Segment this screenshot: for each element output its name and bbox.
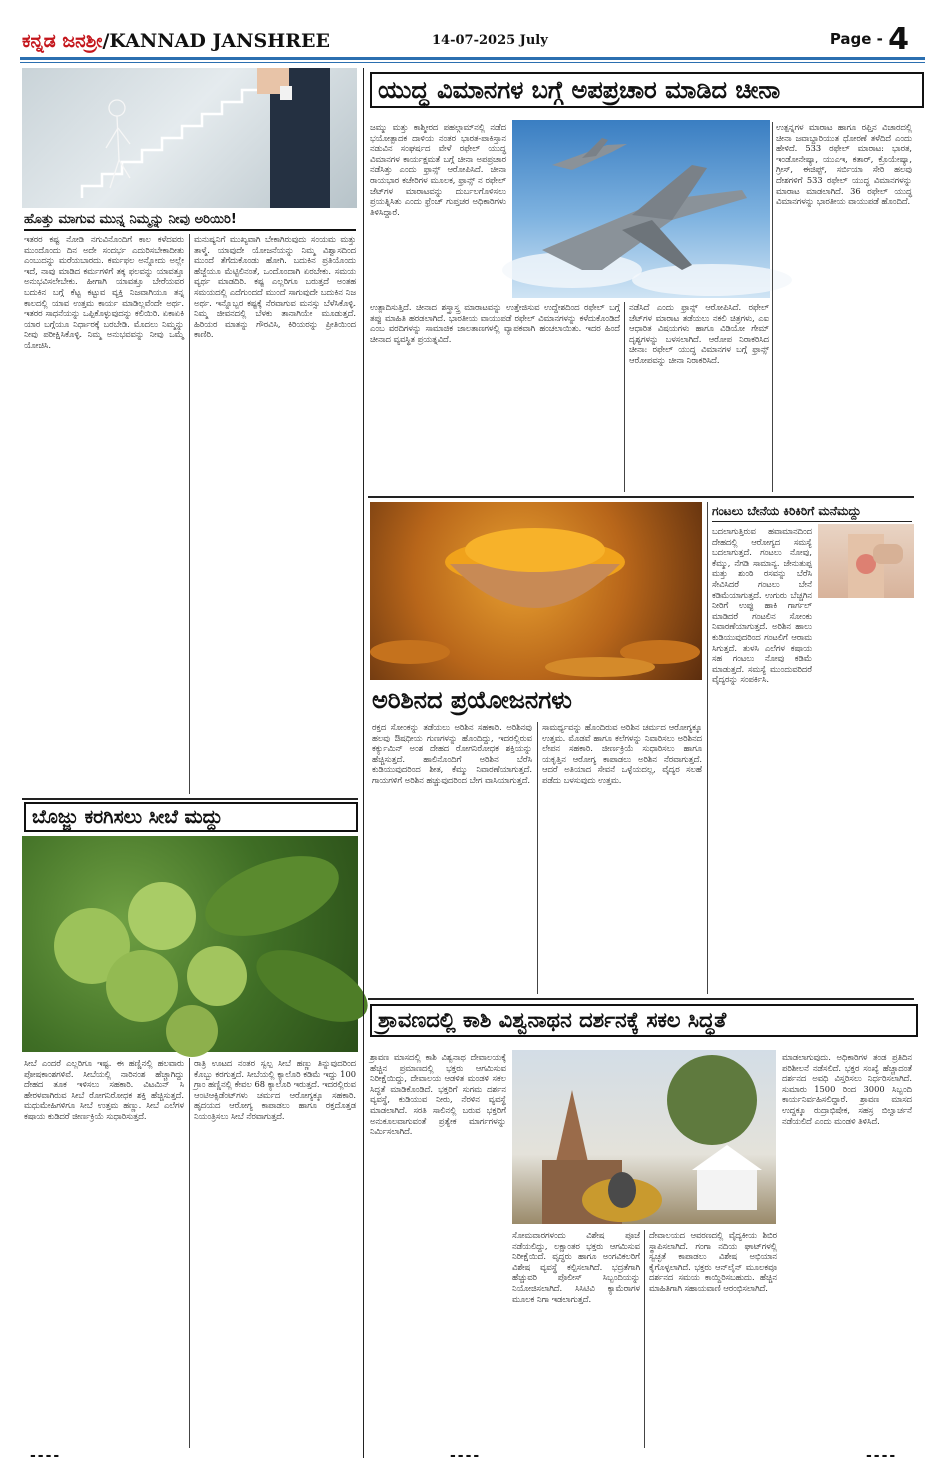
kashi-body-col1: ಶ್ರಾವಣ ಮಾಸದಲ್ಲಿ ಕಾಶಿ ವಿಶ್ವನಾಥ ದೇವಾಲಯಕ್ಕೆ ಹೆಚ್ಚಿನ ಪ್ರಮಾಣದಲ್ಲಿ ಭಕ್ತರು ಆಗಮಿಸುವ ನಿರೀಕ್ಷೆಯಿದ್ದು, ದೇವಾಲಯ ಆಡಳಿತ ಮಂಡಳಿ ಸಕಲ ಸಿದ್ಧತೆ ಮಾಡಿಕೊಂಡಿದೆ. ಭಕ್ತರಿಗೆ ಸುಗಮ ದರ್ಶನ ವ್ಯವಸ್ಥೆ, ಕುಡಿಯುವ ನೀರು, ನೆರಳಿನ ವ್ಯವಸ್ಥೆ ಮಾಡಲಾಗಿದೆ. ಸರತಿ ಸಾಲಿನಲ್ಲಿ ಬರುವ ಭಕ್ತರಿಗೆ ಅನುಕೂಲವಾಗುವಂತೆ ಪ್ರತ್ಯೇಕ ಮಾರ್ಗಗಳನ್ನು ನಿರ್ಮಿಸಲಾಗಿದೆ. <box>370 1052 506 1137</box>
fighter-jet-photo <box>512 120 770 298</box>
page-label: Page - <box>829 30 883 48</box>
turmeric-photo <box>370 502 702 680</box>
masthead-rule-thin <box>20 62 925 63</box>
brand-latin: /KANNAD JANSHREE <box>102 30 330 52</box>
kashi-body-col3: ದೇವಾಲಯದ ಆವರಣದಲ್ಲಿ ವೈದ್ಯಕೀಯ ಶಿಬಿರ ಸ್ಥಾಪಿಸಲಾಗಿದೆ. ಗಂಗಾ ನದಿಯ ಘಾಟ್‌ಗಳಲ್ಲಿ ಸ್ವಚ್ಛತೆ ಕಾಪಾಡಲು ವಿಶೇಷ ಅಭಿಯಾನ ಕೈಗೊಳ್ಳಲಾಗಿದೆ. ಭಕ್ತರು ಆನ್‌ಲೈನ್ ಮೂಲಕವೂ ದರ್ಶನದ ಸಮಯ ಕಾಯ್ದಿರಿಸಬಹುದು. ಹೆಚ್ಚಿನ ಮಾಹಿತಿಗಾಗಿ ಸಹಾಯವಾಣಿ ಆರಂಭಿಸಲಾಗಿದೆ. <box>649 1230 777 1293</box>
footer-dashes-mid: ---- <box>450 1448 482 1464</box>
issue-date: 14-07-2025 July <box>432 33 548 48</box>
stairs-col-rule <box>189 234 190 794</box>
fighter-body-col3: ನಡೆಸಿದೆ ಎಂದು ಫ್ರಾನ್ಸ್ ಆರೋಪಿಸಿದೆ. ರಫೇಲ್ ಜೆಟ್‌ಗಳ ಮಾರಾಟ ತಡೆಯಲು ನಕಲಿ ಚಿತ್ರಗಳು, ಎಐ ಆಧಾರಿತ ವಿಷಯಗಳು ಹಾಗೂ ವಿಡಿಯೋ ಗೇಮ್ ದೃಶ್ಯಗಳನ್ನು ಬಳಸಲಾಗಿದೆ. ಆರೋಪ ನಿರಾಕರಿಸಿದ ಚೀನಾ: ರಫೇಲ್ ಯುದ್ಧ ವಿಮಾನಗಳ ಬಗ್ಗೆ ಫ್ರಾನ್ಸ್ ಆರೋಪವನ್ನು ಚೀನಾ ನಿರಾಕರಿಸಿದೆ. <box>629 302 769 365</box>
kashi-body-col4: ಮಾಡಲಾಗುವುದು. ಅಧಿಕಾರಿಗಳ ತಂಡ ಪ್ರತಿದಿನ ಪರಿಶೀಲನೆ ನಡೆಸಲಿದೆ. ಭಕ್ತರ ಸಂಖ್ಯೆ ಹೆಚ್ಚಾದಂತೆ ದರ್ಶನದ ಅವಧಿ ವಿಸ್ತರಿಸಲು ನಿರ್ಧರಿಸಲಾಗಿದೆ. ಸುಮಾರು 1500 ರಿಂದ 3000 ಸಿಬ್ಬಂದಿ ಕಾರ್ಯನಿರ್ವಹಿಸಲಿದ್ದಾರೆ. ಶ್ರಾವಣ ಮಾಸದ ಉದ್ದಕ್ಕೂ ರುದ್ರಾಭಿಷೇಕ, ಸಹಸ್ರ ಬಿಲ್ವಾರ್ಚನೆ ನಡೆಯಲಿದೆ ಎಂದು ಮಂಡಳಿ ತಿಳಿಸಿದೆ. <box>782 1052 912 1126</box>
masthead-brand <box>22 30 330 52</box>
kashi-top-rule <box>368 998 914 1000</box>
fighter-body-col2: ಉತ್ಪಾದಿಸುತ್ತಿದೆ. ಚೀನಾದ ಶಸ್ತ್ರಾಸ್ತ್ರ ಮಾರಾಟವನ್ನು ಉತ್ತೇಜಿಸುವ ಉದ್ದೇಶದಿಂದ ರಫೇಲ್ ಬಗ್ಗೆ ತಪ್ಪು ಮಾಹಿತಿ ಹರಡಲಾಗಿದೆ. ಭಾರತೀಯ ವಾಯುಪಡೆ ರಫೇಲ್ ವಿಮಾನಗಳನ್ನು ಕಳೆದುಕೊಂಡಿದೆ ಎಂಬ ವರದಿಗಳನ್ನು ಸಾಮಾಜಿಕ ಜಾಲತಾಣಗಳಲ್ಲಿ ವ್ಯಾಪಕವಾಗಿ ಹಂಚಲಾಯಿತು. ಇದರ ಹಿಂದೆ ಚೀನಾದ ವ್ಯವಸ್ಥಿತ ಪ್ರಯತ್ನವಿದೆ. <box>370 302 620 344</box>
throat-body-cont <box>712 616 914 994</box>
guava-headline: ಬೊಜ್ಜು ಕರಗಿಸಲು ಸೀಬೆ ಮದ್ದು <box>24 802 358 832</box>
footer-dashes-left: ---- <box>30 1448 62 1464</box>
guava-body-col1: ಸೀಬೆ ಎಂದರೆ ಎಲ್ಲರಿಗೂ ಇಷ್ಟ. ಈ ಹಣ್ಣಿನಲ್ಲಿ ಹಲವಾರು ಪೋಷಕಾಂಶಗಳಿವೆ. ಸೀಬೆಯಲ್ಲಿ ನಾರಿನಂಶ ಹೆಚ್ಚಾಗಿದ್ದು ದೇಹದ ತೂಕ ಇಳಿಸಲು ಸಹಕಾರಿ. ವಿಟಮಿನ್ ಸಿ ಹೇರಳವಾಗಿರುವ ಸೀಬೆ ರೋಗನಿರೋಧಕ ಶಕ್ತಿ ಹೆಚ್ಚಿಸುತ್ತದೆ. ಮಧುಮೇಹಿಗಳಿಗೂ ಸೀಬೆ ಉತ್ತಮ ಹಣ್ಣು. ಸೀಬೆ ಎಲೆಗಳ ಕಷಾಯ ಕುಡಿದರೆ ಜೀರ್ಣಕ್ರಿಯೆ ಸುಧಾರಿಸುತ್ತದೆ. <box>24 1058 184 1121</box>
throat-headline: ಗಂಟಲು ಬೇನೆಯ ಕಿರಿಕಿರಿಗೆ ಮನೆಮದ್ದು <box>712 504 912 522</box>
turmeric-body-col1: ರಕ್ತದ ಸೋಂಕನ್ನು ತಡೆಯಲು ಅರಿಶಿನ ಸಹಕಾರಿ. ಅರಿಶಿನವು ಹಲವು ಔಷಧೀಯ ಗುಣಗಳನ್ನು ಹೊಂದಿದ್ದು, ಇದರಲ್ಲಿರುವ ಕರ್ಕ್ಯುಮಿನ್ ಅಂಶ ದೇಹದ ರೋಗನಿರೋಧಕ ಶಕ್ತಿಯನ್ನು ಹೆಚ್ಚಿಸುತ್ತದೆ. ಹಾಲಿನೊಂದಿಗೆ ಅರಿಶಿನ ಬೆರೆಸಿ ಕುಡಿಯುವುದರಿಂದ ಶೀತ, ಕೆಮ್ಮು ನಿವಾರಣೆಯಾಗುತ್ತದೆ. ಗಾಯಗಳಿಗೆ ಅರಿಶಿನ ಹಚ್ಚುವುದರಿಂದ ಬೇಗ ವಾಸಿಯಾಗುತ್ತದೆ. <box>372 722 532 785</box>
kashi-col-rule-a <box>644 1230 645 1448</box>
stairs-photo <box>22 68 357 208</box>
brand-kannada: ಕನ್ನಡ ಜನಶ್ರೀ <box>22 30 103 52</box>
throat-col-rule <box>707 502 708 994</box>
masthead-rule <box>20 57 925 60</box>
turmeric-headline: ಅರಿಶಿನದ ಪ್ರಯೋಜನಗಳು <box>372 686 572 714</box>
kashi-headline: ಶ್ರಾವಣದಲ್ಲಿ ಕಾಶಿ ವಿಶ್ವನಾಥನ ದರ್ಶನಕ್ಕೆ ಸಕಲ ಸಿದ್ಧತೆ <box>370 1004 918 1037</box>
page-indicator <box>830 22 909 57</box>
turmeric-col-rule <box>537 722 538 994</box>
guava-photo <box>22 836 358 1052</box>
turmeric-body-col2: ಸಾಮರ್ಥ್ಯವನ್ನು ಹೊಂದಿರುವ ಅರಿಶಿನ ಚರ್ಮದ ಆರೋಗ್ಯಕ್ಕೂ ಉತ್ತಮ. ಮೊಡವೆ ಹಾಗೂ ಕಲೆಗಳನ್ನು ನಿವಾರಿಸಲು ಅರಿಶಿನದ ಲೇಪನ ಸಹಕಾರಿ. ಜೀರ್ಣಕ್ರಿಯೆ ಸುಧಾರಿಸಲು ಹಾಗೂ ಯಕೃತ್ತಿನ ಆರೋಗ್ಯ ಕಾಪಾಡಲು ಅರಿಶಿನ ನೆರವಾಗುತ್ತದೆ. ಆದರೆ ಅತಿಯಾದ ಸೇವನೆ ಒಳ್ಳೆಯದಲ್ಲ, ವೈದ್ಯರ ಸಲಹೆ ಪಡೆದು ಬಳಸುವುದು ಉತ್ತಮ. <box>542 722 702 785</box>
stairs-body-col2: ಮನುಷ್ಯನಿಗೆ ಮುಖ್ಯವಾಗಿ ಬೇಕಾಗಿರುವುದು ಸಂಯಮ ಮತ್ತು ತಾಳ್ಮೆ. ಯಾವುದೇ ಯೋಜನೆಯನ್ನು ನಿಮ್ಮ ವಿಶ್ವಾಸದಿಂದ ಮುಂದೆ ತೆಗೆದುಕೊಂಡು ಹೋಗಿ. ಬದುಕಿನ ಪ್ರತಿಯೊಂದು ಹೆಜ್ಜೆಯೂ ಮೆಟ್ಟಿಲಿನಂತೆ, ಒಂದೊಂದಾಗಿ ಏರಬೇಕು. ಸಮಯ ವ್ಯರ್ಥ ಮಾಡದಿರಿ. ಕಷ್ಟ ಎಲ್ಲರಿಗೂ ಬರುತ್ತದೆ ಅಂತಹ ಸಮಯದಲ್ಲಿ ಎದೆಗುಂದದೆ ಮುಂದೆ ಸಾಗುವುದೇ ಬದುಕಿನ ನಿಜ ಅರ್ಥ. ಇನ್ನೊಬ್ಬರ ಕಷ್ಟಕ್ಕೆ ನೆರವಾಗುವ ಮನಸ್ಸು ಬೆಳೆಸಿಕೊಳ್ಳಿ. ನಿಮ್ಮ ಜೀವನದಲ್ಲಿ ಬೆಳಕು ತಾನಾಗಿಯೇ ಮೂಡುತ್ತದೆ. ಹಿರಿಯರ ಮಾತನ್ನು ಗೌರವಿಸಿ, ಕಿರಿಯರನ್ನು ಪ್ರೀತಿಯಿಂದ ಕಾಣಿರಿ. <box>194 234 356 340</box>
fighter-body-col4: ಉತ್ಪನ್ನಗಳ ಮಾರಾಟ ಹಾಗೂ ರಫ್ತಿನ ವಿಚಾರದಲ್ಲಿ ಚೀನಾ ಜವಾಬ್ದಾರಿಯುತ ಧೋರಣೆ ತಳೆದಿದೆ ಎಂದು ಹೇಳಿದೆ. 533 ರಫೇಲ್ ಮಾರಾಟ: ಭಾರತ, ಇಂಡೋನೇಷ್ಯಾ, ಯುಎಇ, ಕತಾರ್, ಕ್ರೊಯೇಷ್ಯಾ, ಗ್ರೀಸ್, ಈಜಿಪ್ಟ್, ಸರ್ಬಿಯಾ ಸೇರಿ ಹಲವು ದೇಶಗಳಿಗೆ 533 ರಫೇಲ್ ಯುದ್ಧ ವಿಮಾನಗಳನ್ನು ಮಾರಾಟ ಮಾಡಲಾಗಿದೆ. 36 ರಫೇಲ್ ಯುದ್ಧ ವಿಮಾನಗಳನ್ನು ಭಾರತೀಯ ವಾಯುಪಡೆ ಹೊಂದಿದೆ. <box>776 122 912 207</box>
page-divider <box>363 68 364 1458</box>
page-number: 4 <box>888 22 909 57</box>
fighter-body-col1: ಜಮ್ಮು ಮತ್ತು ಕಾಶ್ಮೀರದ ಪಹಲ್ಗಾಮ್‌ನಲ್ಲಿ ನಡೆದ ಭಯೋತ್ಪಾದಕ ದಾಳಿಯ ನಂತರ ಭಾರತ-ಪಾಕಿಸ್ತಾನ ನಡುವಿನ ಸಂಘರ್ಷದ ವೇಳೆ ರಫೇಲ್ ಯುದ್ಧ ವಿಮಾನಗಳ ಕಾರ್ಯಕ್ಷಮತೆ ಬಗ್ಗೆ ಚೀನಾ ಅಪಪ್ರಚಾರ ನಡೆಸಿತ್ತು ಎಂದು ಫ್ರಾನ್ಸ್ ಆರೋಪಿಸಿದೆ. ಚೀನಾ ರಾಯಭಾರ ಕಚೇರಿಗಳ ಮೂಲಕ, ಫ್ರಾನ್ಸ್ ನ ರಫೇಲ್ ಜೆಟ್‌ಗಳ ಮಾರಾಟವನ್ನು ದುರ್ಬಲಗೊಳಿಸಲು ಪ್ರಯತ್ನಿಸಿತು ಎಂದು ಫ್ರೆಂಚ್ ಗುಪ್ತಚರ ಅಧಿಕಾರಿಗಳು ತಿಳಿಸಿದ್ದಾರೆ. <box>370 122 506 217</box>
footer-dashes-right: ---- <box>866 1448 898 1464</box>
guava-col-rule <box>189 1058 190 1448</box>
fighter-col-rule-b <box>772 122 773 492</box>
stairs-headline: ಹೊತ್ತು ಮಾಗುವ ಮುನ್ನ ನಿಮ್ಮನ್ನು ನೀವು ಅರಿಯಿರಿ! <box>24 212 356 231</box>
kashi-body-col2: ಸೋಮವಾರಗಳಂದು ವಿಶೇಷ ಪೂಜೆ ನಡೆಯಲಿದ್ದು, ಲಕ್ಷಾಂತರ ಭಕ್ತರು ಆಗಮಿಸುವ ನಿರೀಕ್ಷೆಯಿದೆ. ವೃದ್ಧರು ಹಾಗೂ ಅಂಗವಿಕಲರಿಗೆ ವಿಶೇಷ ವ್ಯವಸ್ಥೆ ಕಲ್ಪಿಸಲಾಗಿದೆ. ಭದ್ರತೆಗಾಗಿ ಹೆಚ್ಚುವರಿ ಪೊಲೀಸ್ ಸಿಬ್ಬಂದಿಯನ್ನು ನಿಯೋಜಿಸಲಾಗಿದೆ. ಸಿಸಿಟಿವಿ ಕ್ಯಾಮೆರಾಗಳ ಮೂಲಕ ನಿಗಾ ಇಡಲಾಗುತ್ತದೆ. <box>512 1230 640 1304</box>
kashi-temple-photo <box>512 1050 776 1224</box>
guava-body-col2: ರಾತ್ರಿ ಊಟದ ನಂತರ ಸ್ವಲ್ಪ ಸೀಬೆ ಹಣ್ಣು ತಿನ್ನುವುದರಿಂದ ಕೊಬ್ಬು ಕರಗುತ್ತದೆ. ಸೀಬೆಯಲ್ಲಿ ಕ್ಯಾಲೊರಿ ಕಡಿಮೆ ಇದ್ದು 100 ಗ್ರಾಂ ಹಣ್ಣಿನಲ್ಲಿ ಕೇವಲ 68 ಕ್ಯಾಲೊರಿ ಇರುತ್ತದೆ. ಇದರಲ್ಲಿರುವ ಆಂಟಿಆಕ್ಸಿಡೆಂಟ್‌ಗಳು ಚರ್ಮದ ಆರೋಗ್ಯಕ್ಕೂ ಸಹಕಾರಿ. ಹೃದಯದ ಆರೋಗ್ಯ ಕಾಪಾಡಲು ಹಾಗೂ ರಕ್ತದೊತ್ತಡ ನಿಯಂತ್ರಿಸಲು ಸೀಬೆ ನೆರವಾಗುತ್ತದೆ. <box>194 1058 356 1121</box>
stairs-body-col1: ಇತರರ ಕಷ್ಟ ನೋಡಿ ನಗುವಿನೊಂದಿಗೆ ಕಾಲ ಕಳೆದವರು ಮುಂದೊಂದು ದಿನ ಅದೇ ಸಂದರ್ಭ ಎದುರಿಸಬೇಕಾದೀತು ಎಂಬುದನ್ನು ಮರೆಯಬಾರದು. ಕರ್ಮಫಲ ಅನ್ನೋದು ಅಲ್ಲೇ ಇದೆ, ನಾವು ಮಾಡಿದ ಕರ್ಮಗಳಿಗೆ ತಕ್ಕ ಫಲವನ್ನು ಯಾವತ್ತೂ ಅನುಭವಿಸಲೇಬೇಕು. ಹೀಗಾಗಿ ಯಾವತ್ತೂ ಬೇರೆಯವರ ಬದುಕಿನ ಬಗ್ಗೆ ಕೆಟ್ಟ ಕಟ್ಟುವ ವ್ಯಕ್ತಿ ನಿಜವಾಗಿಯೂ ತನ್ನ ಕಾಲದಲ್ಲಿ ಯಾವ ಉತ್ತಮ ಕಾರ್ಯ ಮಾಡಿಲ್ಲವೆಂದೇ ಅರ್ಥ. ಇತರರ ಸಾಧನೆಯನ್ನು ಒಪ್ಪಿಕೊಳ್ಳುವುದನ್ನು ಕಲಿಯಿರಿ. ಏಕಾಏಕಿ ಯಾರ ಬಗ್ಗೆಯೂ ನಿರ್ಧಾರಕ್ಕೆ ಬರಬೇಡಿ. ಮೊದಲು ನಿಮ್ಮನ್ನು ನೀವು ಪರೀಕ್ಷಿಸಿಕೊಳ್ಳಿ. ನಿಮ್ಮ ಅನುಭವವನ್ನು ನೀವು ಒಮ್ಮೆ ಯೋಚಿಸಿ. <box>24 234 184 350</box>
left-section-rule <box>22 798 358 800</box>
throat-body: ಬದಲಾಗುತ್ತಿರುವ ಹವಾಮಾನದಿಂದ ದೇಹದಲ್ಲಿ ಆರೋಗ್ಯದ ಸಮಸ್ಯೆ ಬದಲಾಗುತ್ತದೆ. ಗಂಟಲು ನೋವು, ಕೆಮ್ಮು, ನೆಗಡಿ ಸಾಮಾನ್ಯ. ಜೇನುತುಪ್ಪ ಮತ್ತು ಶುಂಠಿ ರಸವನ್ನು ಬೆರೆಸಿ ಸೇವಿಸಿದರೆ ಗಂಟಲು ಬೇನೆ ಕಡಿಮೆಯಾಗುತ್ತದೆ. ಉಗುರು ಬೆಚ್ಚಗಿನ ನೀರಿಗೆ ಉಪ್ಪು ಹಾಕಿ ಗಾರ್ಗಲ್ ಮಾಡಿದರೆ ಗಂಟಲಿನ ಸೋಂಕು ನಿವಾರಣೆಯಾಗುತ್ತದೆ. ಅರಿಶಿನ ಹಾಲು ಕುಡಿಯುವುದರಿಂದ ಗಂಟಲಿಗೆ ಆರಾಮ ಸಿಗುತ್ತದೆ. ತುಳಸಿ ಎಲೆಗಳ ಕಷಾಯ ಸಹ ಗಂಟಲು ನೋವು ಕಡಿಮೆ ಮಾಡುತ್ತದೆ. ಸಮಸ್ಯೆ ಮುಂದುವರಿದರೆ ವೈದ್ಯರನ್ನು ಸಂಪರ್ಕಿಸಿ. <box>712 526 812 685</box>
throat-photo <box>818 524 914 598</box>
fighter-bottom-rule <box>368 496 914 498</box>
fighter-headline: ಯುದ್ಧ ವಿಮಾನಗಳ ಬಗ್ಗೆ ಅಪಪ್ರಚಾರ ಮಾಡಿದ ಚೀನಾ <box>370 72 924 108</box>
fighter-col-rule-a <box>624 302 625 492</box>
